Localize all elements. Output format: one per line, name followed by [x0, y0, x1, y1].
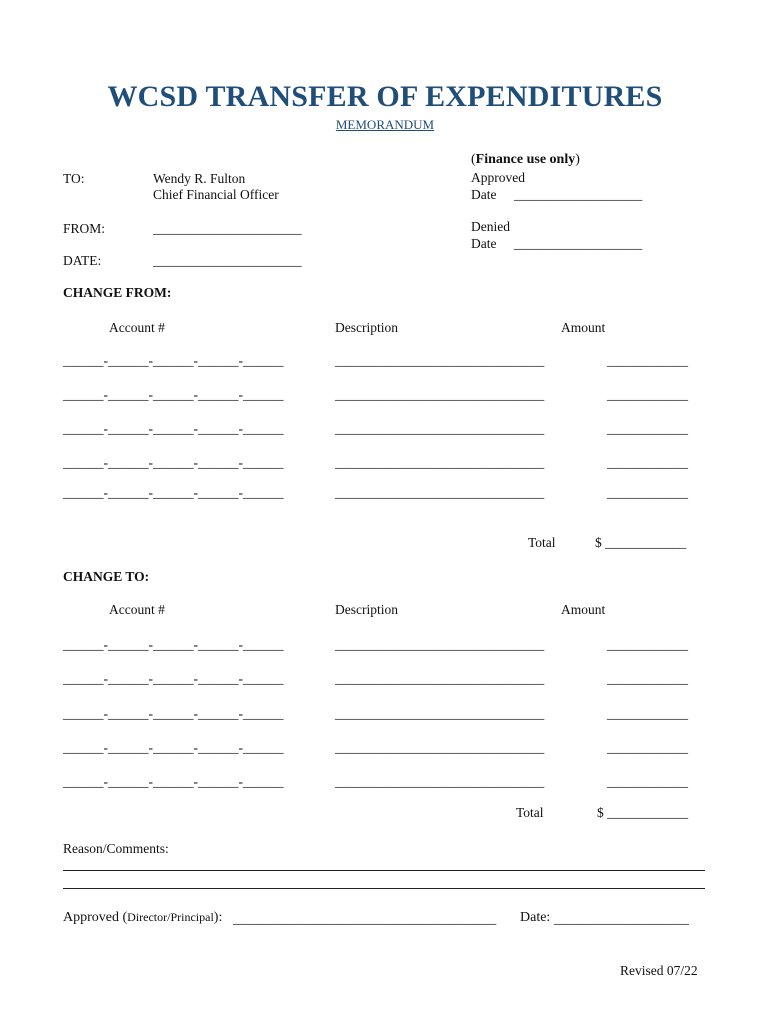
- to-title: Chief Financial Officer: [153, 187, 279, 202]
- change-to-row-1-amount[interactable]: ____________: [607, 637, 688, 652]
- to-name: Wendy R. Fulton: [153, 171, 246, 186]
- change-from-row-2-description[interactable]: _______________________________: [335, 387, 545, 402]
- change-to-heading: CHANGE TO:: [63, 569, 150, 584]
- change-to-row-3-account[interactable]: ______-______-______-______-______: [63, 706, 284, 721]
- change-to-row-4-description[interactable]: _______________________________: [335, 740, 545, 755]
- change-from-row-1-account[interactable]: ______-______-______-______-______: [63, 353, 284, 368]
- finance-approved-date-field[interactable]: ___________________: [514, 187, 643, 202]
- change-from-row-5-account[interactable]: ______-______-______-______-______: [63, 485, 284, 500]
- finance-approved-label: Approved: [471, 170, 525, 185]
- change-to-row-2-amount[interactable]: ____________: [607, 671, 688, 686]
- change-from-row-4-description[interactable]: _______________________________: [335, 455, 545, 470]
- from-label: FROM:: [63, 221, 106, 236]
- change-from-row-4-account[interactable]: ______-______-______-______-______: [63, 455, 284, 470]
- change-from-row-1-description[interactable]: _______________________________: [335, 353, 545, 368]
- change-from-total-field[interactable]: $ ____________: [595, 535, 687, 550]
- change-from-row-3-amount[interactable]: ____________: [607, 421, 688, 436]
- approved-director-label: Approved (Director/Principal):: [63, 910, 223, 925]
- change-to-row-2-description[interactable]: _______________________________: [335, 671, 545, 686]
- change-from-row-4-amount[interactable]: ____________: [607, 455, 688, 470]
- change-from-row-3-description[interactable]: _______________________________: [335, 421, 545, 436]
- approved-director-signature-field[interactable]: _______________________________________: [233, 911, 497, 926]
- change-from-total-label: Total: [528, 535, 556, 550]
- change-to-row-5-description[interactable]: _______________________________: [335, 774, 545, 789]
- change-from-row-3-account[interactable]: ______-______-______-______-______: [63, 421, 284, 436]
- change-to-row-2-account[interactable]: ______-______-______-______-______: [63, 671, 284, 686]
- change-to-col-account: Account #: [109, 602, 165, 617]
- reason-comments-line-2[interactable]: [63, 888, 705, 889]
- finance-denied-label: Denied: [471, 219, 510, 234]
- change-to-row-5-amount[interactable]: ____________: [607, 774, 688, 789]
- reason-comments-label: Reason/Comments:: [63, 841, 169, 856]
- change-to-row-1-description[interactable]: _______________________________: [335, 637, 545, 652]
- change-to-col-amount: Amount: [561, 602, 606, 617]
- change-from-row-2-account[interactable]: ______-______-______-______-______: [63, 387, 284, 402]
- change-from-row-5-description[interactable]: _______________________________: [335, 485, 545, 500]
- change-to-row-4-amount[interactable]: ____________: [607, 740, 688, 755]
- to-label: TO:: [63, 171, 85, 186]
- change-to-total-label: Total: [516, 805, 544, 820]
- change-from-col-account: Account #: [109, 320, 165, 335]
- change-to-row-3-description[interactable]: _______________________________: [335, 706, 545, 721]
- finance-denied-date-label: Date: [471, 236, 497, 251]
- change-to-row-1-account[interactable]: ______-______-______-______-______: [63, 637, 284, 652]
- change-to-row-5-account[interactable]: ______-______-______-______-______: [63, 774, 284, 789]
- reason-comments-line-1[interactable]: [63, 870, 705, 871]
- date-label: DATE:: [63, 253, 102, 268]
- change-from-col-amount: Amount: [561, 320, 606, 335]
- change-from-heading: CHANGE FROM:: [63, 285, 172, 300]
- finance-denied-date-field[interactable]: ___________________: [514, 236, 643, 251]
- change-to-row-3-amount[interactable]: ____________: [607, 706, 688, 721]
- change-to-row-4-account[interactable]: ______-______-______-______-______: [63, 740, 284, 755]
- memorandum-subtitle: MEMORANDUM: [335, 117, 435, 132]
- revised-date: Revised 07/22: [620, 963, 698, 978]
- finance-approved-date-label: Date: [471, 187, 497, 202]
- change-to-total-field[interactable]: $ ____________: [597, 805, 689, 820]
- change-from-row-2-amount[interactable]: ____________: [607, 387, 688, 402]
- from-field[interactable]: ______________________: [153, 221, 302, 236]
- change-to-col-description: Description: [335, 602, 398, 617]
- finance-use-heading: (Finance use only): [471, 152, 580, 167]
- approved-date-field[interactable]: ____________________: [554, 911, 689, 926]
- change-from-row-1-amount[interactable]: ____________: [607, 353, 688, 368]
- date-field[interactable]: ______________________: [153, 253, 302, 268]
- form-title: WCSD TRANSFER OF EXPENDITURES: [107, 80, 663, 113]
- change-from-row-5-amount[interactable]: ____________: [607, 485, 688, 500]
- change-from-col-description: Description: [335, 320, 398, 335]
- approved-date-label: Date:: [520, 910, 551, 925]
